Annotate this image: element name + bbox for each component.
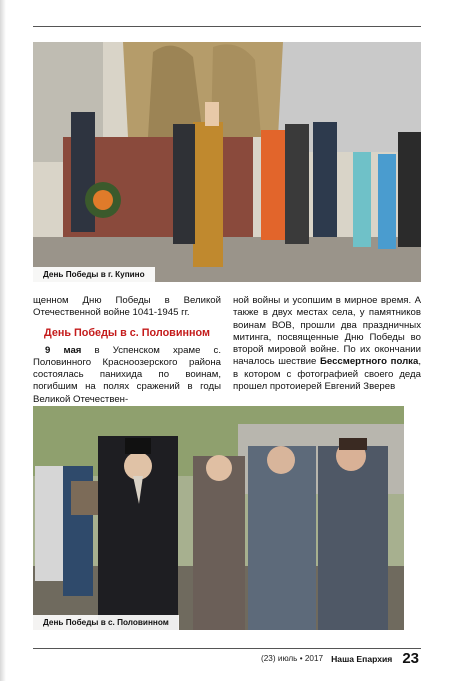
- photo-victory-day-kupino: [33, 42, 421, 282]
- page-gutter-shadow: [0, 0, 6, 681]
- article-paragraph-right: [233, 295, 421, 393]
- page-number: 23: [402, 650, 419, 667]
- photo-caption-kupino: День Победы в г. Купино: [33, 267, 155, 282]
- photo-caption-polovinnoe: День Победы в с. Половинном: [33, 615, 179, 630]
- journal-name: Наша Епархия: [331, 654, 393, 664]
- page-footer: [0, 651, 471, 671]
- article-column-left: [33, 295, 221, 406]
- top-rule: [33, 26, 421, 27]
- article-right-text: ной войны и усопшим в мирное время. А также в двух местах села, у памятников воинам ВОВ, прошли два праздничных митинга, посвященные Дню Победы во второй мировой войне. По их окончании началось шествие: [233, 295, 421, 368]
- article-paragraph: [33, 345, 221, 406]
- photo-illustration-polovinnoe: [33, 406, 404, 630]
- photo-victory-day-polovinnoe: [33, 406, 404, 630]
- article-heading: День Победы в с. Половинном: [44, 326, 210, 339]
- article-continuation: щенном Дню Победы в Великой Отечественной войне 1041-1945 гг.: [33, 295, 221, 319]
- issue-info: (23) июль • 2017: [261, 654, 324, 663]
- article-right-tail: , в котором с фотографией своего деда прошел протоиерей Евгений Зверев: [233, 356, 421, 393]
- article-paragraph-text: в Успенском храме с. Половинного Красноозерского района состоялась панихида по воинам, погибшим на полях сражений в годы Великой Отечествен-: [33, 344, 222, 405]
- bottom-rule: [33, 648, 421, 649]
- photo-illustration-kupino: [33, 42, 421, 282]
- article-date: 9 мая: [45, 344, 82, 356]
- article-immortal-regiment: Бессмертного полка: [319, 356, 419, 368]
- article-column-right: [233, 295, 421, 393]
